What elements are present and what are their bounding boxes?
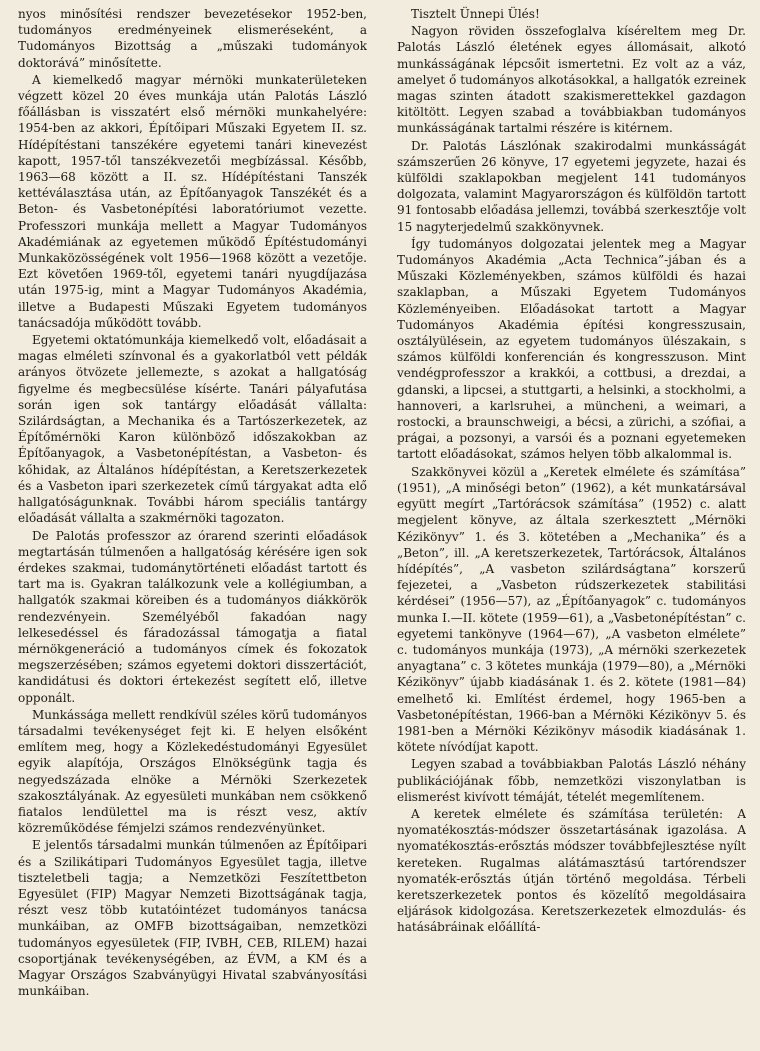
paragraph: Szakkönyvei közül a „Keretek elmélete és számítása” (1951), „A minőségi beton” (1962), a két munkatársával együtt megírt „Tartórácsok számítása” (1952) c. alatt megjelent könyve, az általa szerkesztett „Mérnöki Kézikönyv” 1. és 3. kötetében a „Mechanika” és a „Beton”, ill. „A keretszerkezetek, Tartórácsok, Általános hídépítés”, „A vasbeton szilárdságtana” korszerű fejezetei, a „Vasbeton rúdszerkezetek stabilitási kérdései” (1956—57), az „Építőanyagok” c. tudományos munka I.—II. kötete (1959—61), a „Vasbetonépítéstan” c. egyetemi tankönyve (1964—67), „A vasbeton elmélete” c. tudományos munkája (1973), „A mérnöki szerkezetek anyagtana” c. 3 kötetes munkája (1979—80), a „Mérnöki Kézikönyv” újabb kiadásának 1. és 2. kötete (1981—84) emelhető ki. Említést érdemel, hogy 1965-ben a Vasbetonépítéstan, 1966-ban a Mérnöki Kézikönyv 5. és 1981-ben a Mérnöki Kézikönyv második kiadásának 1. kötete nívódíjat kapott. [397, 464, 746, 755]
greeting-heading: Tisztelt Ünnepi Ülés! [411, 7, 540, 21]
paragraph: Nagyon röviden összefoglalva kíséreltem meg Dr. Palotás László életének egyes állomásait, alkotó munkásságának lépcsőit ismertetni. Ez volt az a váz, amelyet ő tudományos alkotásokkal, a hallgatók ezreinek magas szinten átadott szakismerettekkel gazdagon kitöltött. Legyen szabad a továbbiakban tudományos munkásságának tartalmi részére is kitérnem. [397, 24, 746, 136]
paragraph: Legyen szabad a továbbiakban Palotás László néhány publikációjának főbb, nemzetközi viszonylatban is elismerést kivívott témáját, tételét megemlítenem. [397, 757, 746, 804]
right-column [397, 6, 746, 1051]
paragraph: A keretek elmélete és számítása területén: A nyomatékosztás-módszer összetartásának igazolása. A nyomatékosztás-erősztás módszer továbbfejlesztése nyílt kereteken. Rugalmas alátámasztású tartórendszer nyomaték-erősztás útján történő megoldása. Térbeli keretszerkezetek pontos és közelítő megoldásaira eljárások kidolgozása. Keretszerkezetek elmozdulás- és hatásábráinak előállítá- [397, 806, 746, 935]
paragraph: nyos minősítési rendszer bevezetésekor 1952-ben, tudományos eredményeinek elismeréseként, a Tudományos Bizottság a „műszaki tudományok doktorává” minősítette. [18, 7, 367, 70]
paragraph: Így tudományos dolgozatai jelentek meg a Magyar Tudományos Akadémia „Acta Technica”-jában és a Műszaki Közleményekben, számos külföldi és hazai szaklapban, a Műszaki Egyetem Tudományos Közleményeiben. Előadásokat tartott a Magyar Tudományos Akadémia építési kongresszusain, osztályülésein, az egyetem tudományos ülészakain, s számos külföldi konferencián és kongresszuson. Mint vendégprofesszor a krakkói, a cottbusi, a drezdai, a gdanski, a lipcsei, a stuttgarti, a helsinki, a stockholmi, a hannoveri, a karlsruhei, a müncheni, a weimari, a rostocki, a braunschweigi, a bécsi, a zürichi, a szófiai, a prágai, a pozsonyi, a varsói és a poznani egyetemeken tartott előadásokat, számos helyen több alkalommal is. [397, 236, 746, 462]
paragraph: Dr. Palotás Lászlónak szakirodalmi munkásságát számszerűen 26 könyve, 17 egyetemi jegyzete, hazai és külföldi szaklapokban megjelent 141 tudományos dolgozata, valamint Magyarországon és külföldön tartott 91 fontosabb előadása jellemzi, továbbá szerkesztője volt 15 nagyterjedelmű szakkönyvnek. [397, 138, 746, 234]
left-column [18, 6, 367, 1051]
paragraph: E jelentős társadalmi munkán túlmenően az Építőipari és a Szilikátipari Tudományos Egyesület tagja, illetve tiszteletbeli tagja; a Nemzetközi Feszítettbeton Egyesület (FIP) Magyar Nemzeti Bizottságának tagja, részt vesz több kutatóintézet tudományos tanácsa munkáiban, az OMFB bizottságaiban, nemzetközi tudományos egyesületek (FIP, IVBH, CEB, RILEM) hazai csoportjának tevékenységében, az ÉVM, a KM és a Magyar Országos Szabványügyi Hivatal szabványosítási munkáiban. [18, 838, 367, 999]
paragraph: De Palotás professzor az órarend szerinti előadások megtartásán túlmenően a hallgatóság kérésére igen sok érdekes szakmai, tudománytörténeti előadást tartott és tart ma is. Gyakran találkozunk vele a kollégiumban, a hallgatók szakmai köreiben és a tudományos diákkörök rendezvényein. Személyéből fakadóan nagy lelkesedéssel és fáradozással támogatja a fiatal mérnökgeneráció a tudományos címek és fokozatok megszerzésében; számos egyetemi doktori disszertációt, kandidátusi és doktori értekezést segített elő, illetve opponált. [18, 528, 367, 705]
paragraph: A kiemelkedő magyar mérnöki munkaterületeken végzett közel 20 éves munkája után Palotás László főállásban is visszatért első mérnöki munkahelyére: 1954-ben az akkori, Építőipari Műszaki Egyetem II. sz. Hídépítéstani tanszékére egyetemi tanári kinevezést kapott, 1957-től tanszékvezetői megbízással. Később, 1963—68 között a II. sz. Hídépítéstani Tanszék kettéválasztása után, az Építőanyagok Tanszékét és a Beton- és Vasbetonépítési laboratóriumot vezette. Professzori munkája mellett a Magyar Tudományos Akadémiának az egyetemen működő Építéstudományi Munkaközösségének volt 1956—1968 között a vezetője. Ezt követően 1969-től, egyetemi tanári nyugdíjazása után 1975-ig, mint a Magyar Tudományos Akadémia, illetve a Budapesti Műszaki Egyetem tudományos tanácsadója működött tovább. [18, 72, 367, 330]
paragraph: Egyetemi oktatómunkája kiemelkedő volt, előadásait a magas elméleti színvonal és a gyakorlatból vett példák arányos ötvözete jellemezte, s azokat a hallgatóság figyelme és megbecsülése kísérte. Tanári pályafutása során igen sok tantárgy előadását vállalta: Szilárdságtan, a Mechanika és a Tartószerkezetek, az Építőmérnöki Karon különböző időszakokban az Építőanyagok, a Vasbetonépítéstan, a Vasbeton- és kőhidak, az Általános hídépítéstan, a Keretszerkezetek és a Vasbeton ipari szerkezetek című tárgyakat adta elő hallgatóságunknak. További három speciális tantárgy előadását vállalta a szakmérnöki tagozaton. [18, 333, 367, 526]
paragraph: Munkássága mellett rendkívül széles körű tudományos társadalmi tevékenységet fejt ki. E helyen elsőként említem meg, hogy a Közlekedéstudományi Egyesület egyik alapítója, Országos Elnökségünk tagja és negyedszázada elnöke a Mérnöki Szerkezetek szakosztályának. Az egyesületi munkában nem csökkenő fiatalos lendülettel ma is részt vesz, aktív közreműködése fémjelzi számos rendezvényünket. [18, 707, 367, 836]
